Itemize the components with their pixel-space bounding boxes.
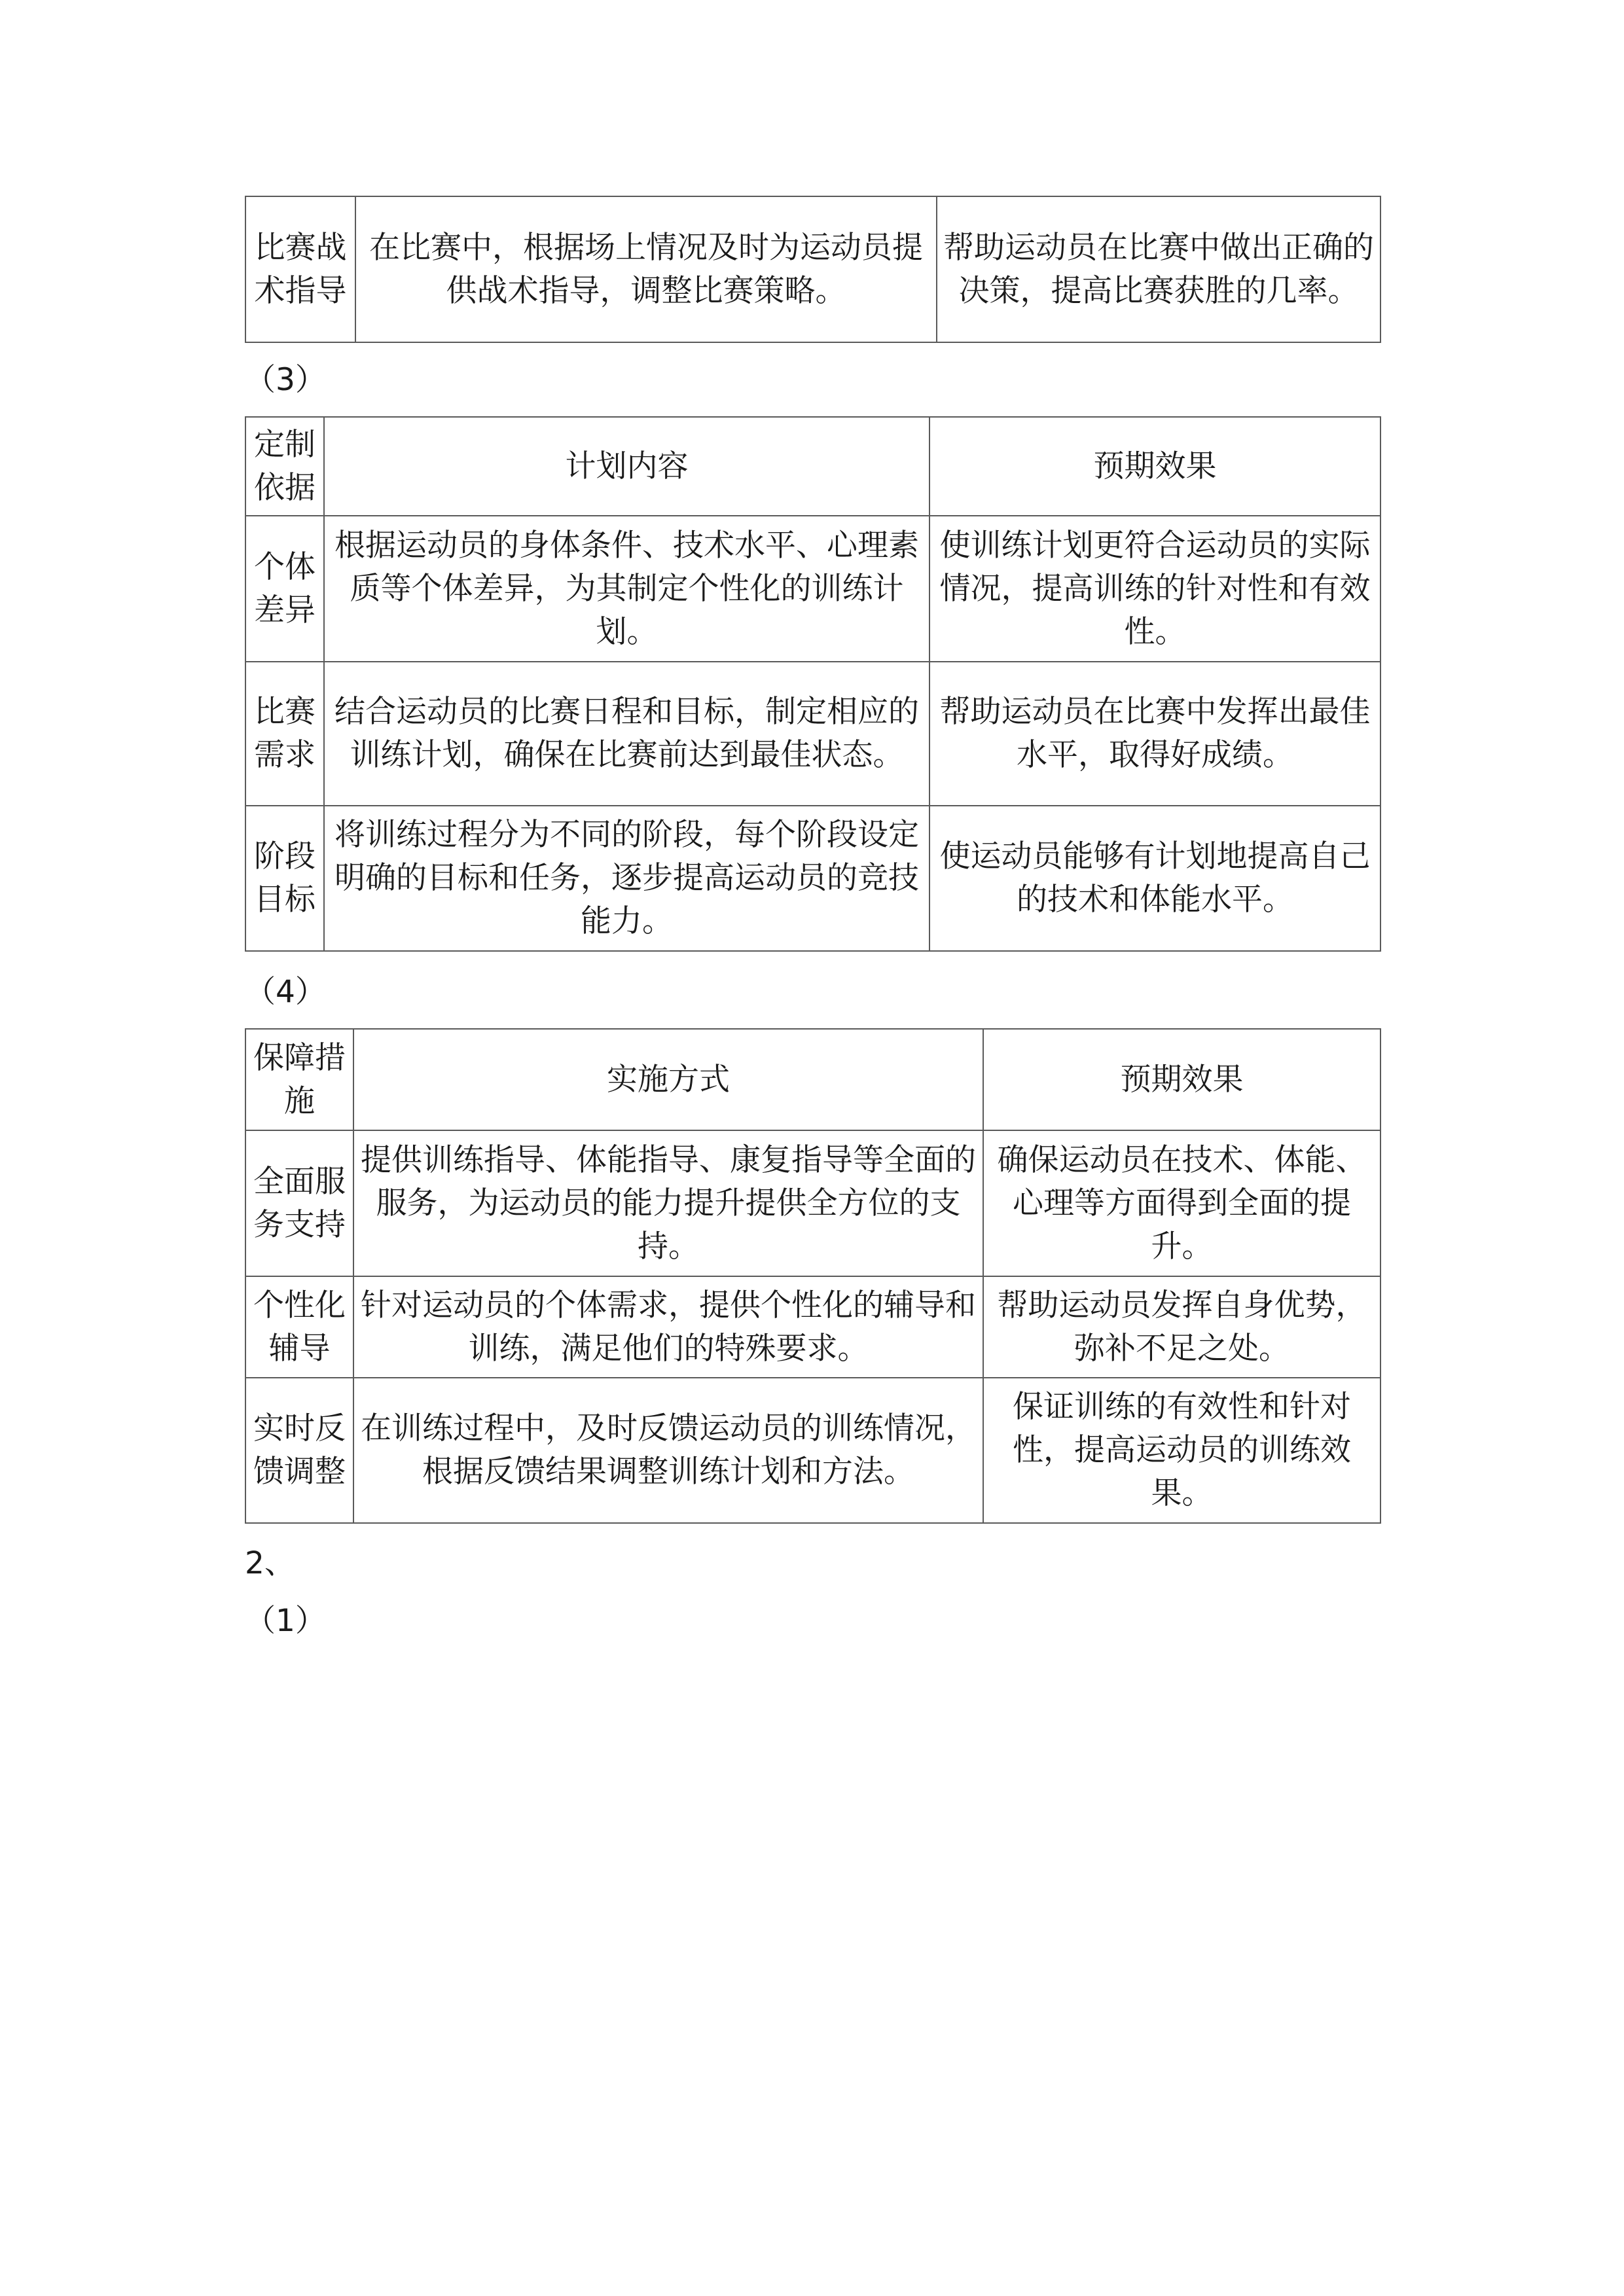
table-row — [245, 196, 1380, 342]
table-tactical-guidance — [245, 196, 1381, 343]
table-row — [245, 662, 1380, 806]
row-effect: 帮助运动员在比赛中发挥出最佳水平，取得好成绩。 — [929, 662, 1380, 806]
header-measures: 保障措施 — [245, 1029, 353, 1130]
row-category: 个体差异 — [245, 516, 324, 662]
header-basis: 定制依据 — [245, 417, 324, 516]
section-2-1-label: （1） — [245, 1603, 326, 1639]
table-row — [245, 516, 1380, 662]
row-content: 根据运动员的身体条件、技术水平、心理素质等个体差异，为其制定个性化的训练计划。 — [324, 516, 929, 662]
row-content: 在比赛中，根据场上情况及时为运动员提供战术指导，调整比赛策略。 — [355, 196, 937, 342]
header-implementation: 实施方式 — [353, 1029, 983, 1130]
row-content: 提供训练指导、体能指导、康复指导等全面的服务，为运动员的能力提升提供全方位的支持。 — [353, 1130, 983, 1276]
row-effect: 帮助运动员发挥自身优势，弥补不足之处。 — [983, 1276, 1380, 1378]
row-content: 将训练过程分为不同的阶段，每个阶段设定明确的目标和任务，逐步提高运动员的竞技能力。 — [324, 806, 929, 951]
row-content: 针对运动员的个体需求，提供个性化的辅导和训练，满足他们的特殊要求。 — [353, 1276, 983, 1378]
table-row — [245, 1378, 1380, 1523]
table-row — [245, 1130, 1380, 1276]
table-customization-basis — [245, 416, 1381, 952]
table-row — [245, 806, 1380, 951]
header-expected-effect: 预期效果 — [929, 417, 1380, 516]
row-category: 比赛需求 — [245, 662, 324, 806]
row-category: 个性化辅导 — [245, 1276, 353, 1378]
row-category: 比赛战术指导 — [245, 196, 355, 342]
section-3-label: （3） — [245, 362, 326, 398]
row-effect: 使运动员能够有计划地提高自己的技术和体能水平。 — [929, 806, 1380, 951]
section-4-label: （4） — [245, 974, 326, 1010]
header-plan-content: 计划内容 — [324, 417, 929, 516]
table-header-row — [245, 1029, 1380, 1130]
section-2-label: 2、 — [245, 1545, 295, 1581]
row-effect: 使训练计划更符合运动员的实际情况，提高训练的针对性和有效性。 — [929, 516, 1380, 662]
row-effect: 确保运动员在技术、体能、心理等方面得到全面的提升。 — [983, 1130, 1380, 1276]
table-header-row — [245, 417, 1380, 516]
row-content: 在训练过程中，及时反馈运动员的训练情况，根据反馈结果调整训练计划和方法。 — [353, 1378, 983, 1523]
row-category: 全面服务支持 — [245, 1130, 353, 1276]
header-expected-effect: 预期效果 — [983, 1029, 1380, 1130]
row-category: 实时反馈调整 — [245, 1378, 353, 1523]
row-effect: 帮助运动员在比赛中做出正确的决策，提高比赛获胜的几率。 — [937, 196, 1380, 342]
table-support-measures — [245, 1028, 1381, 1524]
row-content: 结合运动员的比赛日程和目标，制定相应的训练计划，确保在比赛前达到最佳状态。 — [324, 662, 929, 806]
table-row — [245, 1276, 1380, 1378]
row-category: 阶段目标 — [245, 806, 324, 951]
row-effect: 保证训练的有效性和针对性，提高运动员的训练效果。 — [983, 1378, 1380, 1523]
